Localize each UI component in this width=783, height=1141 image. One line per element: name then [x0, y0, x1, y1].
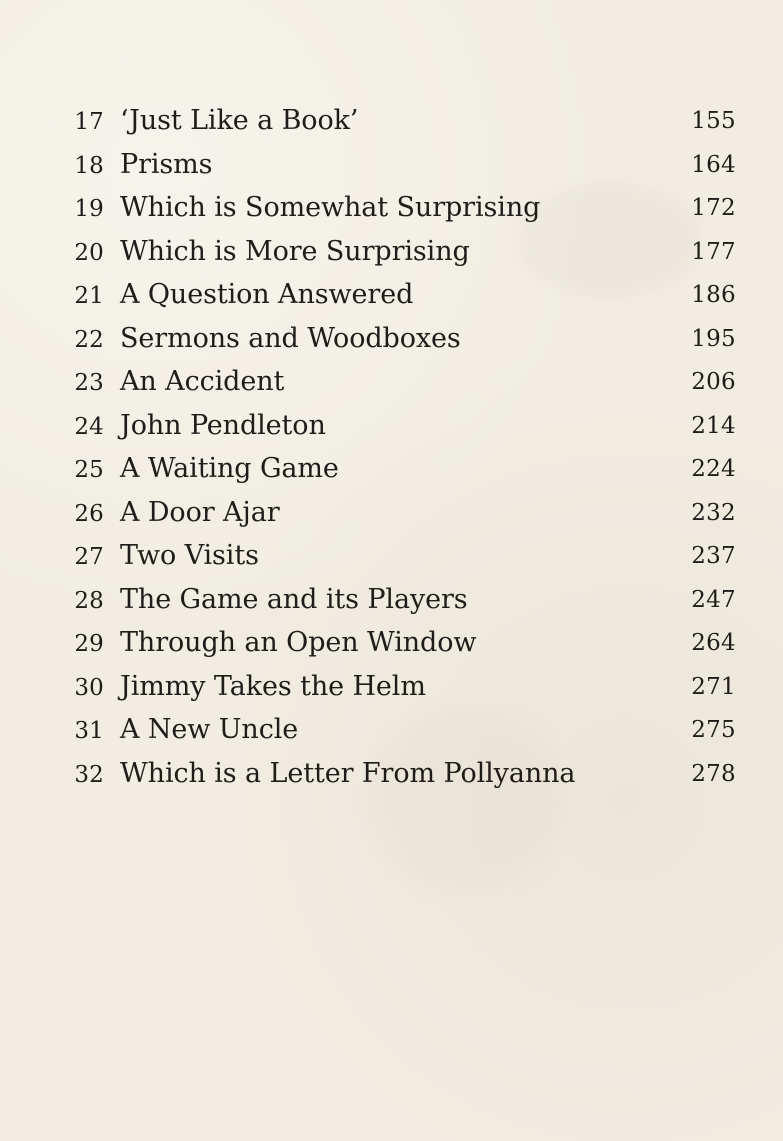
chapter-title: Two Visits [120, 540, 259, 571]
page-number: 271 [691, 673, 736, 700]
chapter-title: A Waiting Game [120, 453, 339, 484]
chapter-number: 31 [74, 718, 104, 744]
chapter-number: 24 [74, 413, 104, 440]
chapter-title: Prisms [120, 148, 213, 180]
page-number: 232 [691, 499, 736, 526]
toc-row [62, 625, 742, 669]
toc-row [62, 756, 742, 800]
page-number: 214 [691, 412, 736, 439]
toc-row [62, 364, 742, 408]
chapter-title: A Question Answered [120, 279, 414, 310]
chapter-number: 23 [74, 370, 104, 396]
page-number: 224 [691, 456, 736, 482]
chapter-number: 18 [74, 152, 104, 179]
chapter-number: 29 [74, 631, 104, 657]
chapter-title: Sermons and Woodboxes [120, 322, 461, 354]
page-number: 247 [691, 586, 736, 613]
page-number: 206 [691, 369, 736, 395]
chapter-title: Which is More Surprising [120, 235, 470, 267]
toc-row [62, 582, 742, 626]
page-number: 172 [691, 195, 736, 221]
chapter-number: 22 [74, 326, 104, 353]
chapter-number: 27 [74, 544, 104, 570]
page-number: 177 [691, 238, 736, 265]
page-number: 237 [691, 543, 736, 569]
chapter-number: 25 [74, 457, 104, 483]
chapter-number: 28 [74, 587, 104, 614]
toc-row [62, 408, 742, 452]
toc-row [62, 103, 742, 147]
toc-row [62, 712, 742, 756]
chapter-title: The Game and its Players [120, 583, 468, 615]
chapter-title: Which is a Letter From Pollyanna [120, 757, 576, 789]
toc-row [62, 451, 742, 495]
page-number: 195 [691, 325, 736, 352]
toc-row [62, 669, 742, 713]
page-number: 186 [691, 282, 736, 308]
toc-row [62, 538, 742, 582]
toc-row [62, 190, 742, 234]
chapter-title: John Pendleton [120, 409, 326, 441]
chapter-title: Through an Open Window [120, 627, 477, 658]
chapter-title: Which is Somewhat Surprising [120, 192, 541, 223]
toc-row [62, 147, 742, 191]
toc-row [62, 234, 742, 278]
chapter-title: Jimmy Takes the Helm [120, 670, 426, 702]
page-number: 275 [691, 717, 736, 743]
chapter-number: 17 [74, 109, 104, 135]
chapter-number: 20 [74, 239, 104, 266]
table-of-contents [62, 103, 742, 799]
toc-row [62, 277, 742, 321]
chapter-number: 26 [74, 500, 104, 527]
chapter-number: 32 [74, 761, 104, 788]
chapter-number: 21 [74, 283, 104, 309]
page-number: 264 [691, 630, 736, 656]
chapter-title: ‘Just Like a Book’ [120, 105, 359, 136]
toc-row [62, 321, 742, 365]
chapter-title: An Accident [120, 366, 285, 397]
chapter-number: 19 [74, 196, 104, 222]
toc-row [62, 495, 742, 539]
page-number: 278 [691, 760, 736, 787]
page-number: 155 [691, 108, 736, 134]
chapter-title: A Door Ajar [120, 496, 280, 528]
chapter-title: A New Uncle [120, 714, 299, 745]
chapter-number: 30 [74, 674, 104, 701]
page-number: 164 [691, 151, 736, 178]
